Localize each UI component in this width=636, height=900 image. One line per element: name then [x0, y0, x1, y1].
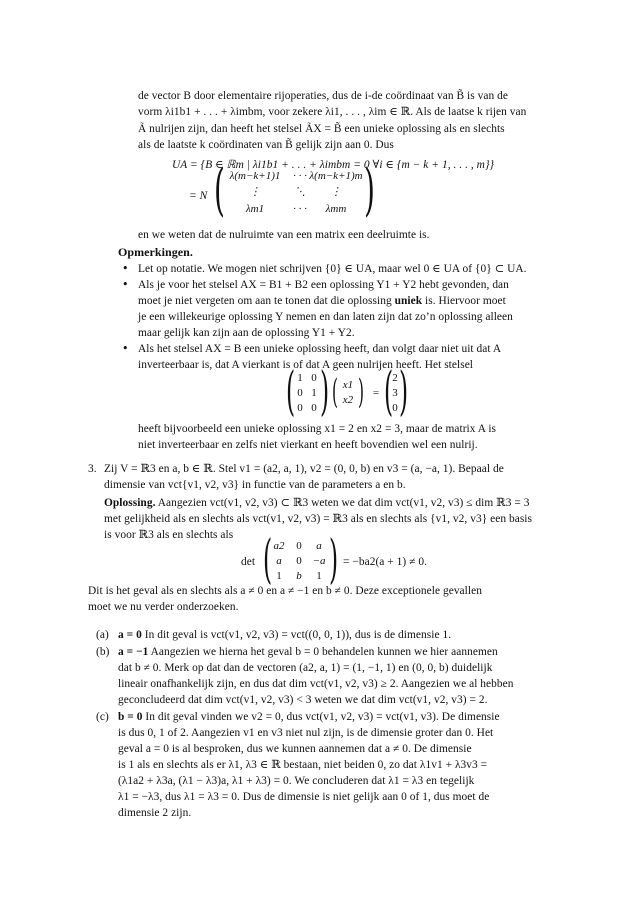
matrix-cell: ⋱: [294, 186, 306, 198]
intro-line-4: als de laatste k coördinaten van B̃ gelijk zijn aan 0. Dus: [138, 139, 394, 151]
remark-1-line-1: Let op notatie. We mogen niet schrijven {0} ∈ UA, maar wel 0 ∈ UA of {0} ⊂ UA.: [138, 263, 527, 275]
vector-cell: 0: [392, 402, 398, 414]
matrix-left-paren: (: [263, 530, 273, 590]
solution-text: Aangezien vct(v1, v2, v3) ⊂ ℝ3 weten we dat dim vct(v1, v2, v3) ≤ dim ℝ3 = 3: [155, 497, 530, 509]
case-a-label: (a): [96, 629, 109, 641]
remark-2-line-3: je een willekeurige oplossing Y nemen en dan laten zijn dat zo’n oplossing alleen: [138, 311, 513, 323]
case-c-line-5: (λ1a2 + λ3a, (λ1 − λ3)a, λ1 + λ3) = 0. We concluderen dat λ1 = λ3 en tegelijk: [118, 775, 475, 787]
case-b-label: (b): [96, 646, 110, 658]
matrix-cell: · · ·: [293, 203, 307, 215]
matrix-left-paren: (: [214, 158, 225, 223]
remark-2-text: is. Hiervoor moet: [422, 295, 506, 307]
exercise-number: 3.: [88, 463, 97, 475]
solution-line-2: met gelijkheid als en slechts als vct(v1, v2, v3) = ℝ3 als en slechts als {v1, v2, v3} een basis: [104, 513, 532, 525]
case-c-line-7: dimensie 2 zijn.: [118, 807, 192, 819]
matrix-cell: ⋮: [330, 186, 342, 198]
after-ua-text: en we weten dat de nulruimte van een matrix een deelruimte is.: [138, 229, 430, 241]
exercise-3-line-2: dimensie van vct{v1, v2, v3} in functie van de parameters a en b.: [104, 479, 406, 491]
intro-line-1: de vector B door elementaire rijoperaties, dus de i-de coördinaat van B̃ is van de: [138, 90, 509, 102]
exercise-3-line-1: Zij V = ℝ3 en a, b ∈ ℝ. Stel v1 = (a2, a, 1), v2 = (0, 0, b) en v3 = (a, −a, 1). Bepaal de: [104, 463, 504, 475]
case-a-text: In dit geval is vct(v1, v2, v3) = vct((0, 0, 1)), dus is de dimensie 1.: [141, 629, 452, 641]
solution-line-3: is voor ℝ3 als en slechts als: [104, 529, 234, 541]
example-system: [286, 362, 409, 422]
case-b-line-1: [118, 644, 498, 660]
case-b-text: Aangezien we hierna het geval b = 0 behandelen kunnen we hier aannemen: [148, 646, 498, 658]
bullet-icon: •: [122, 278, 129, 291]
remark-2-line-2: [138, 293, 506, 309]
intro-line-2: vorm λi1b1 + . . . + λimbm, voor zekere λi1, . . . , λim ∈ ℝ. Als de laatse k rijen van: [138, 106, 527, 118]
ua-equation-prefix: = N: [189, 190, 208, 202]
case-c-line-1: [118, 709, 500, 725]
case-c-line-4: is 1 als en slechts als er λ1, λ3 ∈ ℝ bestaan, niet beiden 0, zo dat λ1v1 + λ3v3 =: [118, 759, 488, 771]
remark-2-line-1: Als je voor het stelsel AX = B1 + B2 een oplossing Y1 + Y2 hebt gevonden, dan: [138, 279, 509, 291]
vector-left-paren: (: [332, 372, 338, 412]
vector-cell: x2: [342, 394, 354, 406]
vector-cell: 2: [392, 372, 398, 384]
case-c-line-6: λ1 = −λ3, dus λ1 = λ3 = 0. Dus de dimensie is niet gelijk aan 0 of 1, dus moet de: [118, 791, 490, 803]
det-matrix: [263, 530, 339, 590]
case-b-line-4: geconcludeerd dat dim vct(v1, v2, v3) < 3 weten we dat dim vct(v1, v2, v3) = 2.: [118, 694, 488, 706]
after-det-line-1: Dit is het geval als en slechts als a ≠ 0 en a ≠ −1 en b ≠ 0. Deze exceptionele gevallen: [88, 585, 482, 597]
matrix-cell: 0: [311, 402, 317, 414]
vector-right-paren: ): [358, 372, 364, 412]
matrix-cell: λ(m−k+1)1: [229, 170, 281, 182]
case-b-bold: a = −1: [118, 646, 149, 658]
matrix-cell: 1: [297, 372, 303, 384]
bullet-icon: •: [122, 342, 129, 355]
vector-cell: x1: [342, 379, 354, 391]
remark-3-line-1: Als het stelsel AX = B een unieke oplossing heeft, dan volgt daar niet uit dat A: [138, 343, 502, 355]
matrix-cell: λmm: [325, 203, 347, 215]
matrix-cell: 0: [296, 540, 302, 552]
case-b-line-2: dat b ≠ 0. Merk op dat dan de vectoren (a2, a, 1) = (1, −1, 1) en (0, 0, b) duidelijk: [118, 662, 493, 674]
remark-2-line-4: maar gelijk kan zijn aan de oplossing Y1 + Y2.: [138, 327, 355, 339]
matrix-cell: 1: [311, 387, 317, 399]
bullet-icon: •: [122, 262, 129, 275]
matrix-cell: −a: [312, 555, 326, 567]
solution-heading: Oplossing.: [104, 497, 156, 509]
case-c-line-2: is dus 0, 1 of 2. Aangezien v1 en v3 niet nul zijn, is de dimensie groter dan 0. Het: [118, 727, 494, 739]
vector-left-paren: (: [384, 362, 394, 422]
matrix-cell: 0: [296, 555, 302, 567]
matrix-cell: · · ·: [293, 170, 307, 182]
matrix-cell: 0: [297, 387, 303, 399]
case-b-line-3: lineair onafhankelijk zijn, en dus dat dim vct(v1, v2, v3) ≥ 2. Aangezien we al hebben: [118, 678, 514, 690]
remark-2-bold-word: uniek: [394, 295, 423, 307]
matrix-right-paren: ): [364, 158, 375, 223]
vector-cell: 3: [392, 387, 398, 399]
remark-3-line-3: heeft bijvoorbeeld een unieke oplossing x1 = 2 en x2 = 3, maar de matrix A is: [138, 423, 497, 435]
opmerkingen-heading: Opmerkingen.: [118, 245, 193, 259]
case-c-label: (c): [96, 711, 109, 723]
matrix-cell: λ(m−k+1)m: [309, 170, 363, 182]
matrix-cell: ⋮: [249, 186, 261, 198]
matrix-right-paren: ): [320, 362, 330, 422]
case-a-line-1: [118, 627, 451, 643]
matrix-cell: a: [316, 540, 322, 552]
remark-3-line-2: inverteerbaar is, dat A vierkant is of dat A geen nulrijen heeft. Het stelsel: [138, 359, 474, 371]
equals-sign: =: [372, 387, 380, 399]
case-c-line-3: geval a = 0 is al besproken, dus we kunnen aannemen dat a ≠ 0. De dimensie: [118, 743, 472, 755]
det-result: = −ba2(a + 1) ≠ 0.: [343, 556, 427, 568]
case-c-text: In dit geval vinden we v2 = 0, dus vct(v1, v2, v3) = vct(v1, v3). De dimensie: [142, 711, 500, 723]
remark-3-line-4: niet inverteerbaar en zelfs niet vierkant en heeft bovendien wel een nulrij.: [138, 439, 478, 451]
matrix-cell: a: [276, 555, 282, 567]
matrix-cell: 1: [276, 570, 282, 582]
matrix-cell: 0: [311, 372, 317, 384]
vector-right-paren: ): [399, 362, 409, 422]
intro-line-3: Ã nulrijen zijn, dan heeft het stelsel ÃX = B̃ een unieke oplossing als en slechts: [138, 123, 505, 135]
after-det-line-2: moet we nu verder onderzoeken.: [88, 601, 239, 613]
matrix-cell: a2: [273, 540, 285, 552]
ua-matrix: [214, 158, 375, 223]
matrix-cell: λm1: [245, 203, 265, 215]
case-c-bold: b = 0: [118, 711, 143, 723]
matrix-left-paren: (: [286, 362, 296, 422]
matrix-cell: b: [296, 570, 302, 582]
det-label: det: [241, 556, 256, 568]
solution-line-1: [104, 495, 529, 511]
matrix-right-paren: ): [329, 530, 339, 590]
matrix-cell: 0: [297, 402, 303, 414]
ua-equation-line-1: UA = {B ∈ ℝm | λi1b1 + . . . + λimbm = 0 ∀i ∈ {m − k + 1, . . . , m}}: [172, 159, 495, 171]
case-a-bold: a = 0: [118, 629, 142, 641]
matrix-cell: 1: [316, 570, 322, 582]
remark-2-text: moet je niet vergeten om aan te tonen dat die oplossing: [138, 295, 395, 307]
